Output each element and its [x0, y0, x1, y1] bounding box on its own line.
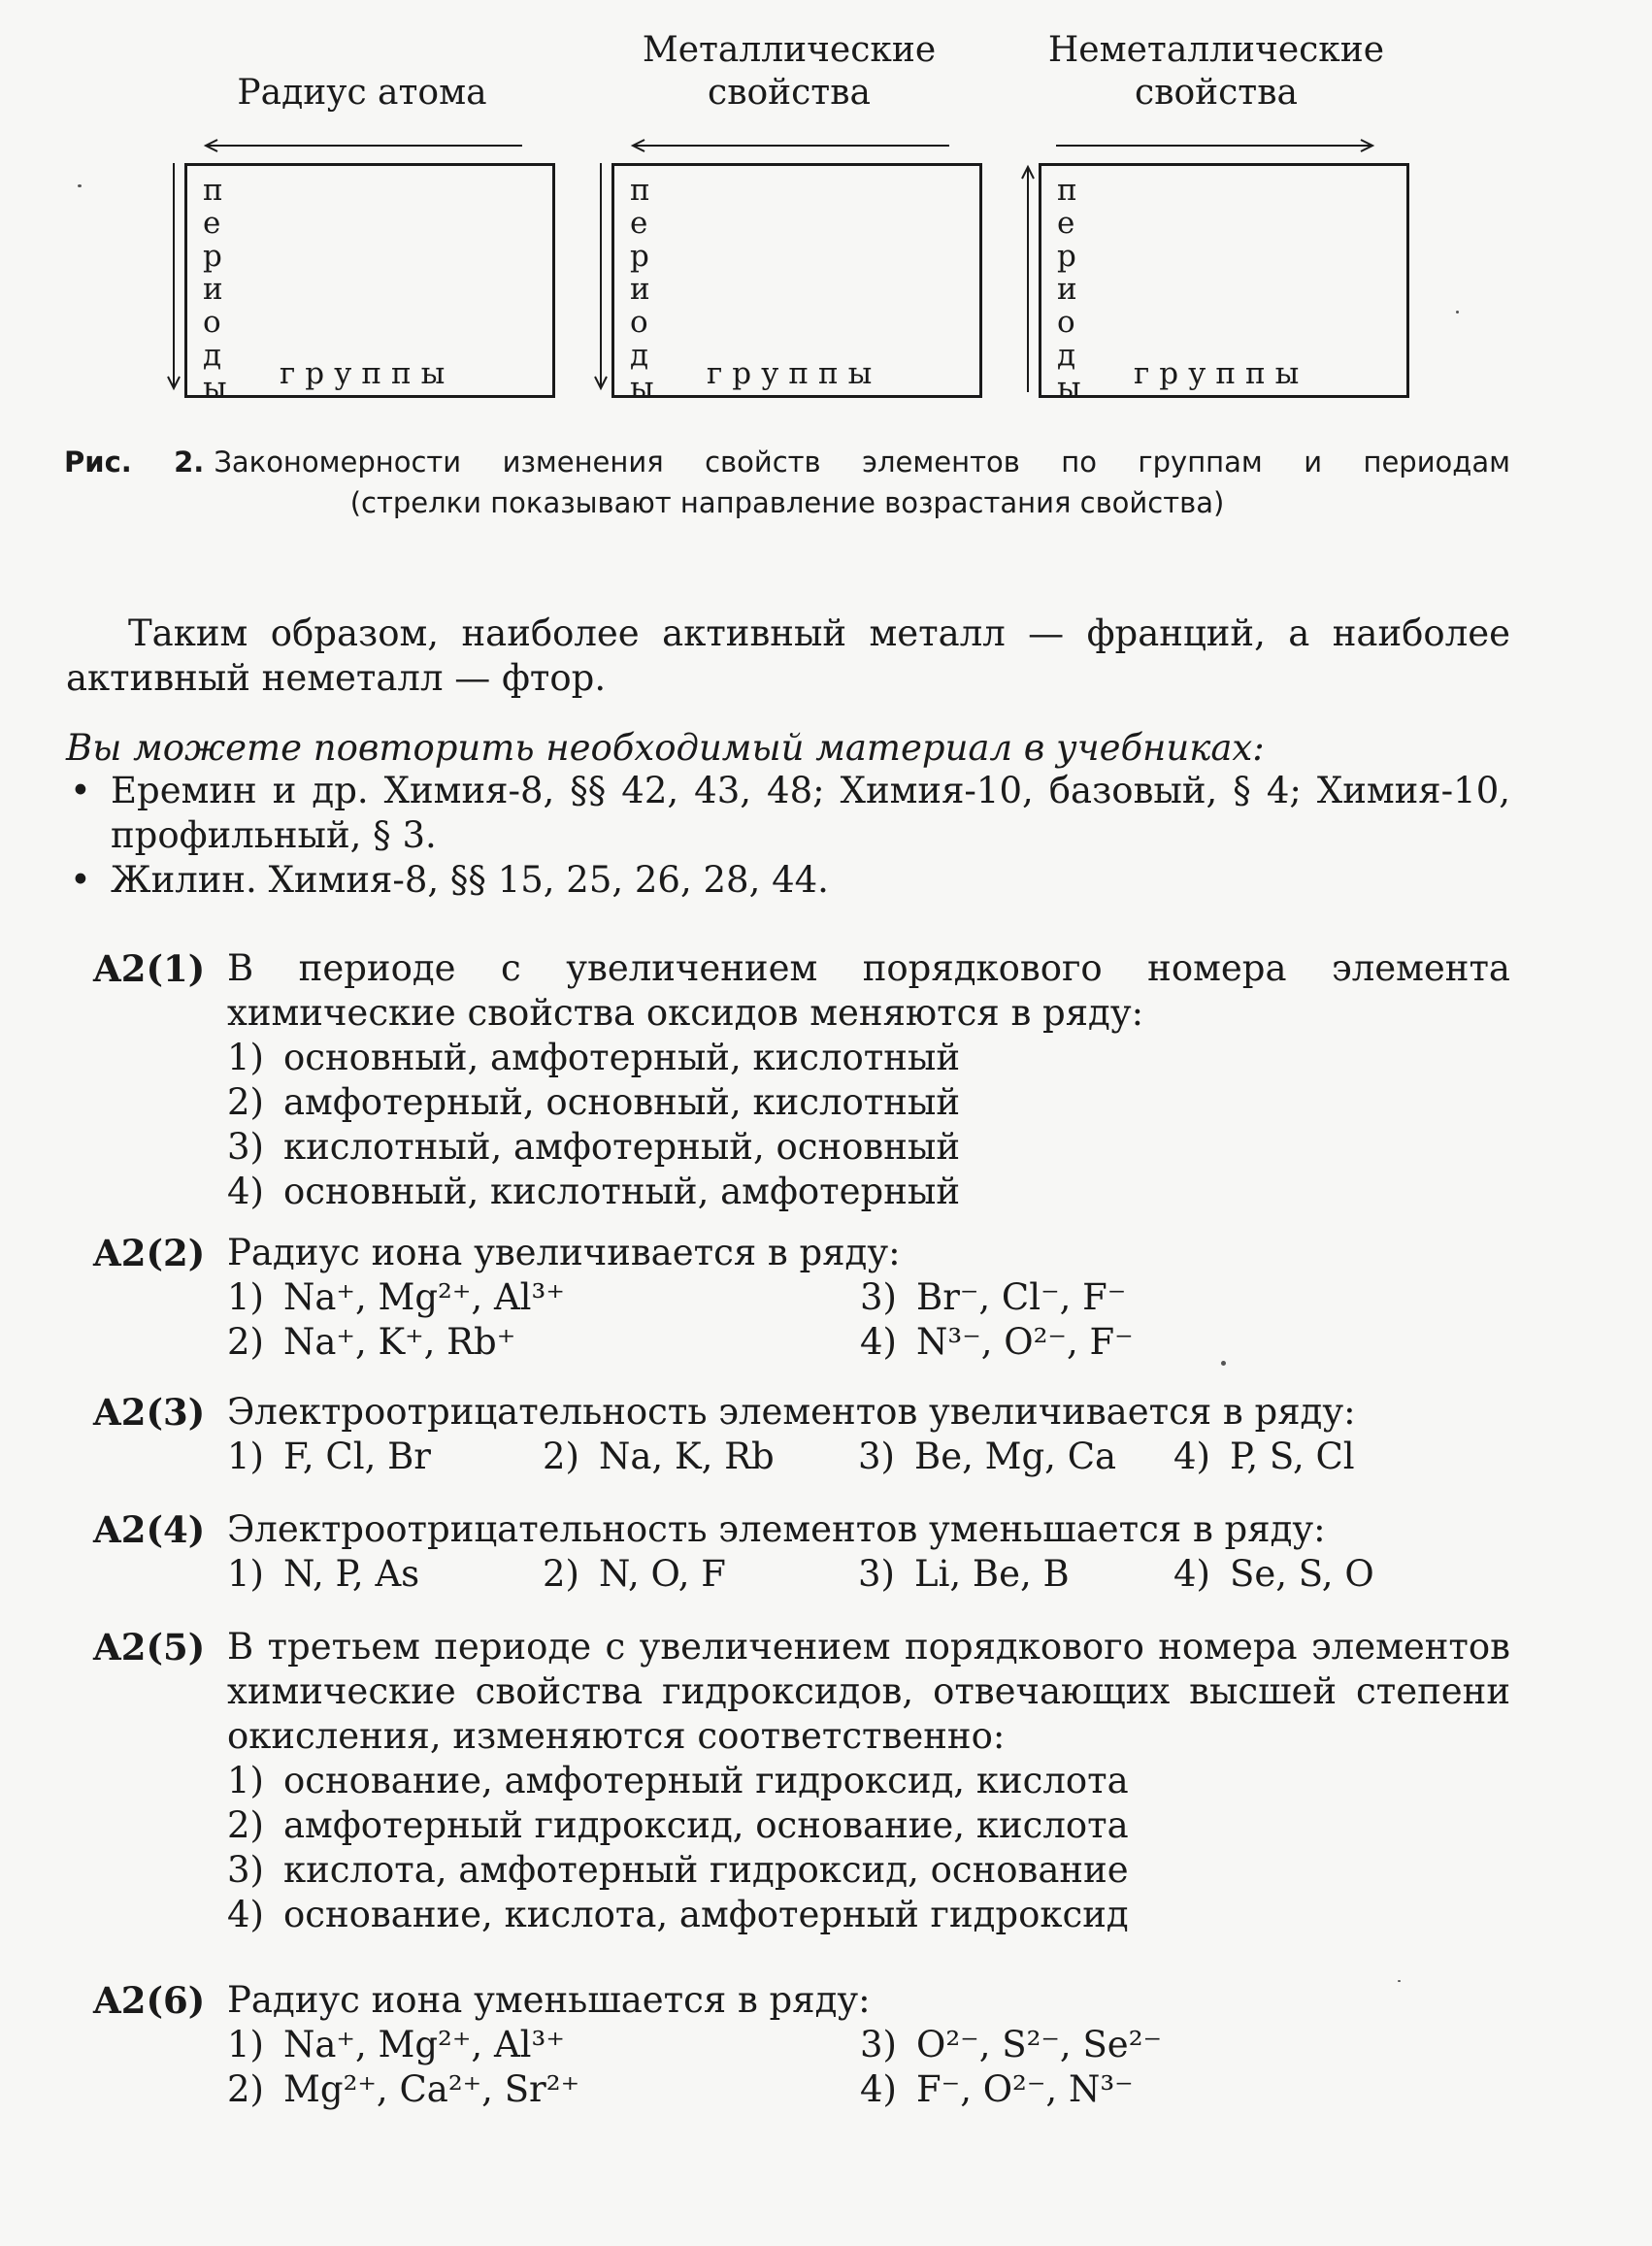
question-number: A2(1) [93, 947, 206, 990]
question-number: A2(6) [93, 1979, 206, 2022]
arrow-down-icon [167, 163, 181, 392]
scan-speck [1456, 311, 1459, 314]
figure-box [184, 163, 555, 406]
answer-option: 3) кислотный, амфотерный, основный [227, 1126, 961, 1168]
periods-letter: и [630, 272, 650, 307]
answer-option: 1) Na⁺, Mg²⁺, Al³⁺ [227, 2024, 565, 2065]
question-a2-6 [93, 1978, 1510, 2112]
figure-box [611, 163, 982, 406]
answer-list [227, 1275, 1510, 1365]
answer-list [227, 1435, 1510, 1479]
periods-letter: о [1057, 305, 1075, 340]
answer-option: 3) Br⁻, Cl⁻, F⁻ [860, 1276, 1127, 1318]
figure-caption-line2: (стрелки показывают направление возрастания свойства) [349, 486, 1225, 519]
question-text: В периоде с увеличением порядкового номера элемента химические свойства оксидов меняются в ряду: [227, 947, 1510, 1034]
references-list [66, 769, 1510, 903]
answer-option: 1) основание, амфотерный гидроксид, кислота [227, 1760, 1129, 1801]
answer-option: 1) основный, амфотерный, кислотный [227, 1037, 961, 1078]
question-number: A2(3) [93, 1391, 206, 1434]
periods-letter: д [630, 338, 649, 373]
answer-list [227, 1759, 1510, 1937]
question-number: A2(4) [93, 1508, 206, 1551]
arrow-up-icon [1021, 163, 1035, 392]
periods-letter: п [630, 173, 650, 208]
scan-speck [1398, 1980, 1401, 1982]
periods-letter: о [630, 305, 648, 340]
periods-letter: д [203, 338, 222, 373]
question-number: A2(2) [93, 1232, 206, 1274]
question-text: В третьем периоде с увеличением порядкового номера элементов химические свойства гидроксидов, отвечающих высшей степени окисления, изменяются соответственно: [227, 1626, 1510, 1757]
periods-letter: п [203, 173, 223, 208]
answer-list [227, 1036, 1510, 1214]
periods-letter: и [1057, 272, 1077, 307]
reference-item: • Жилин. Химия-8, §§ 15, 25, 26, 28, 44. [66, 858, 1510, 903]
answer-option: 4) основный, кислотный, амфотерный [227, 1171, 961, 1212]
figure-panel-title: Радиус атома [237, 73, 487, 113]
figure-panel-title: Металлические свойства [642, 30, 937, 113]
periods-letter: е [630, 206, 648, 241]
answer-list [227, 1552, 1510, 1597]
answer-option: 3) Li, Be, B [858, 1553, 1070, 1595]
periods-letter: ы [203, 371, 227, 406]
groups-label: группы [1134, 356, 1309, 391]
figure-caption-lead: Рис. 2. [64, 446, 205, 479]
periods-letter: е [203, 206, 221, 241]
figure-panel-title: Неметаллические свойства [1047, 30, 1385, 113]
answer-option: 4) основание, кислота, амфотерный гидроксид [227, 1894, 1129, 1935]
answer-option: 2) N, O, F [543, 1553, 726, 1595]
periods-letter: ы [1057, 371, 1081, 406]
answer-list [227, 2023, 1510, 2112]
answer-option: 2) амфотерный, основный, кислотный [227, 1081, 961, 1123]
answer-option: 3) O²⁻, S²⁻, Se²⁻ [860, 2024, 1163, 2065]
periods-letter: о [203, 305, 221, 340]
figure-caption [64, 442, 1510, 523]
arrow-right-icon [1056, 138, 1376, 153]
scan-speck [78, 184, 82, 187]
figure-box [1039, 163, 1409, 406]
periods-letter: р [203, 239, 222, 274]
answer-option: 1) Na⁺, Mg²⁺, Al³⁺ [227, 1276, 565, 1318]
intro-paragraph: Таким образом, наиболее активный металл — франций, а наиболее активный неметалл — фтор. [66, 612, 1510, 699]
answer-option: 4) Se, S, O [1173, 1553, 1374, 1595]
answer-option: 3) кислота, амфотерный гидроксид, основание [227, 1849, 1129, 1891]
answer-option: 4) N³⁻, O²⁻, F⁻ [860, 1321, 1134, 1363]
periods-letter: п [1057, 173, 1077, 208]
question-a2-2 [93, 1231, 1510, 1365]
answer-option: 4) F⁻, O²⁻, N³⁻ [860, 2068, 1134, 2110]
reference-item: • Еремин и др. Химия-8, §§ 42, 43, 48; Химия-10, базовый, § 4; Химия-10, профильный, § 3. [66, 769, 1510, 858]
answer-option: 1) F, Cl, Br [227, 1436, 431, 1477]
scan-speck [1221, 1361, 1226, 1366]
question-number: A2(5) [93, 1626, 206, 1668]
periods-letter: р [630, 239, 649, 274]
answer-option: 2) Na, K, Rb [543, 1436, 775, 1477]
question-text: Радиус иона уменьшается в ряду: [227, 1979, 871, 2021]
question-text: Электроотрицательность элементов уменьшается в ряду: [227, 1508, 1326, 1550]
question-text: Радиус иона увеличивается в ряду: [227, 1232, 901, 1273]
arrow-down-icon [594, 163, 608, 392]
question-a2-3 [93, 1390, 1510, 1479]
periods-label [1057, 174, 1080, 405]
answer-option: 2) Na⁺, K⁺, Rb⁺ [227, 1321, 516, 1363]
references-heading: Вы можете повторить необходимый материал в учебниках: [66, 727, 1265, 769]
periods-letter: д [1057, 338, 1076, 373]
answer-option: 1) N, P, As [227, 1553, 420, 1595]
question-text: Электроотрицательность элементов увеличивается в ряду: [227, 1391, 1356, 1433]
figure-caption-line1: Закономерности изменения свойств элементов по группам и периодам [214, 446, 1511, 479]
periods-label [630, 174, 653, 405]
periods-letter: и [203, 272, 223, 307]
question-a2-5 [93, 1625, 1510, 1937]
answer-option: 3) Be, Mg, Ca [858, 1436, 1117, 1477]
arrow-left-icon [202, 138, 522, 153]
periods-letter: ы [630, 371, 654, 406]
groups-label: группы [707, 356, 882, 391]
answer-option: 2) амфотерный гидроксид, основание, кислота [227, 1804, 1129, 1846]
question-a2-1 [93, 946, 1510, 1214]
periods-letter: е [1057, 206, 1075, 241]
arrow-left-icon [629, 138, 949, 153]
question-a2-4 [93, 1507, 1510, 1597]
groups-label: группы [280, 356, 455, 391]
periods-letter: р [1057, 239, 1076, 274]
answer-option: 4) P, S, Cl [1173, 1436, 1355, 1477]
periods-label [203, 174, 226, 405]
answer-option: 2) Mg²⁺, Ca²⁺, Sr²⁺ [227, 2068, 580, 2110]
